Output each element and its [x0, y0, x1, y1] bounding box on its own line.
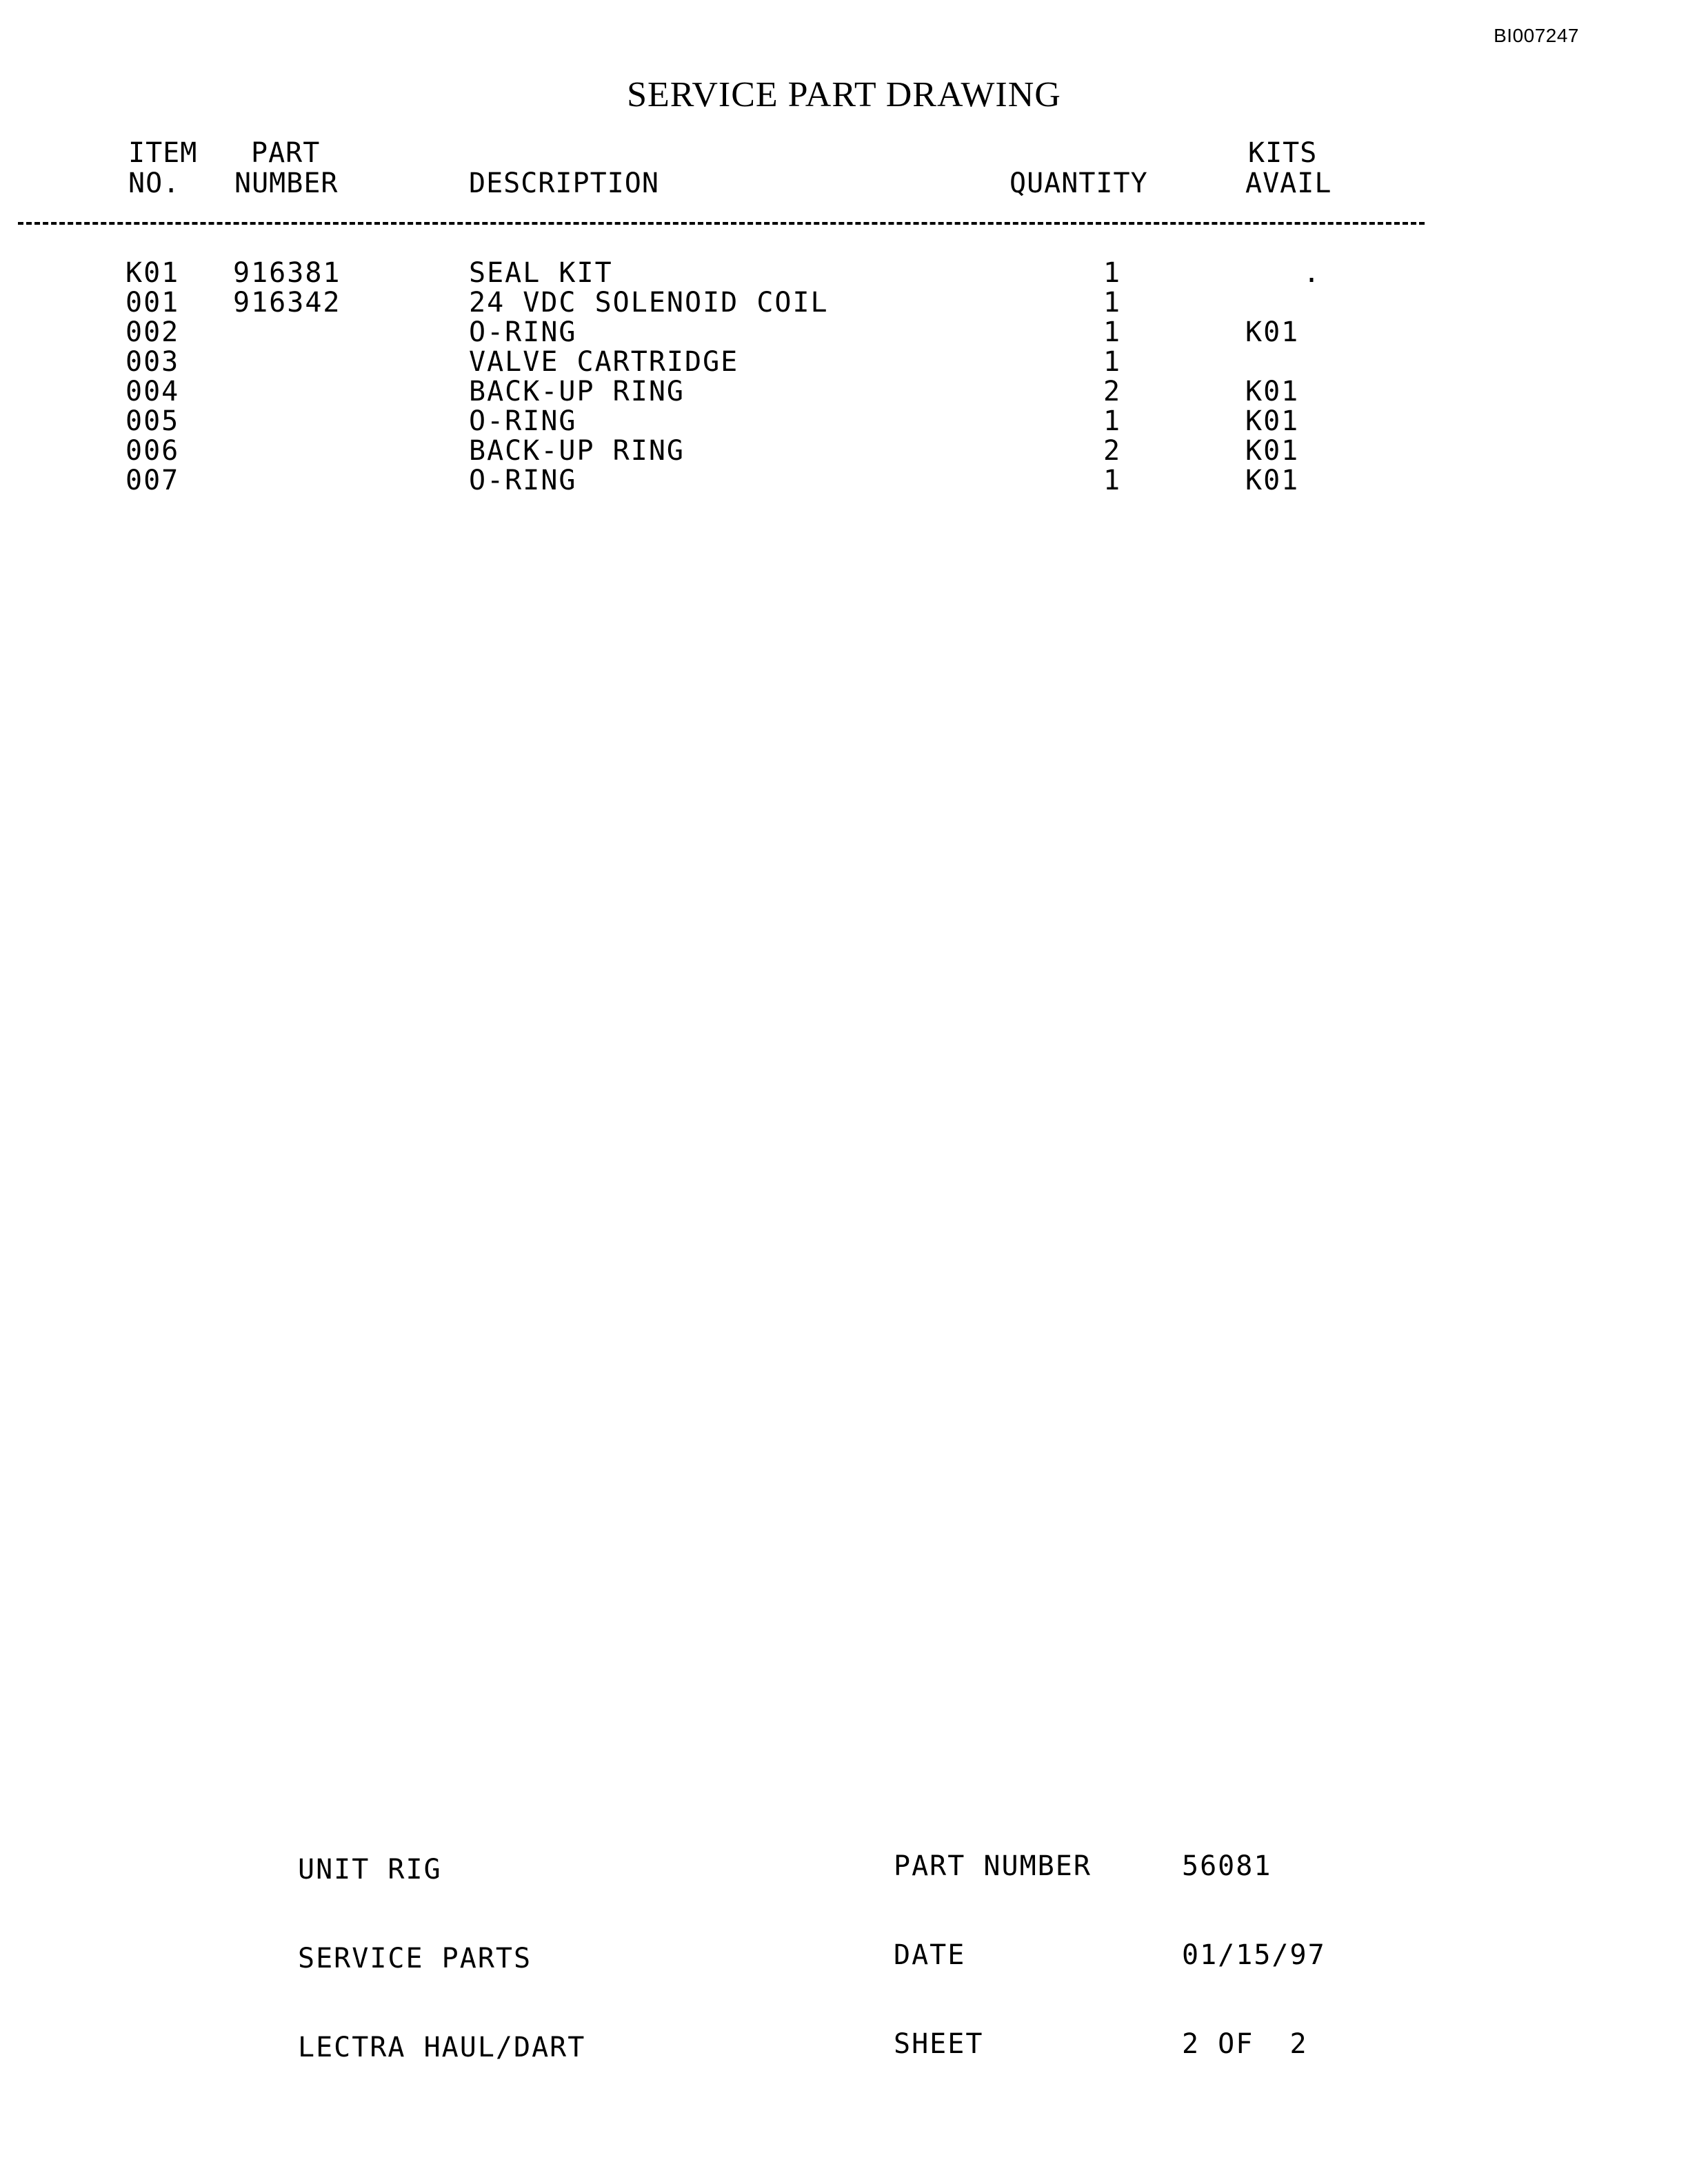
footer-label-date: DATE [894, 1939, 966, 1971]
header-kits-avail [1245, 138, 1332, 199]
kits-avail: K01 [1245, 376, 1300, 407]
header-item-line2: NO. [128, 168, 181, 199]
kits-avail: K01 [1245, 316, 1300, 348]
footer-value-part-number: 56081 [1182, 1850, 1272, 1882]
quantity: 2 [1103, 435, 1122, 467]
description: BACK-UP RING [469, 435, 685, 467]
header-part-number [234, 138, 339, 199]
quantity: 1 [1103, 465, 1122, 496]
quantity: 1 [1103, 405, 1122, 437]
header-part-line2: NUMBER [234, 168, 339, 199]
header-kits-line2: AVAIL [1245, 168, 1332, 199]
table-row [0, 259, 1688, 288]
table-row [0, 318, 1688, 347]
table-row [0, 436, 1688, 466]
kits-avail: . [1303, 257, 1322, 289]
item-no: 005 [125, 405, 180, 437]
kits-avail: K01 [1245, 405, 1300, 437]
table-row [0, 377, 1688, 407]
quantity: 1 [1103, 346, 1122, 378]
kits-avail: K01 [1245, 435, 1300, 467]
description: SEAL KIT [469, 257, 613, 289]
header-part-line1: PART [251, 137, 321, 169]
item-no: 004 [125, 376, 180, 407]
header-item-line1: ITEM [128, 137, 198, 169]
description: 24 VDC SOLENOID COIL [469, 287, 829, 318]
table-row [0, 466, 1688, 496]
footer-label-sheet: SHEET [894, 2028, 984, 2060]
item-no: 007 [125, 465, 180, 496]
item-no: 006 [125, 435, 180, 467]
description: O-RING [469, 316, 577, 348]
footer-label-part-number: PART NUMBER [894, 1850, 1092, 1882]
header-quantity: QUANTITY [1009, 168, 1148, 199]
table-row [0, 288, 1688, 318]
description: VALVE CARTRIDGE [469, 346, 739, 378]
footer-company-block [298, 1796, 585, 2092]
header-description: DESCRIPTION [469, 168, 659, 199]
header-item [128, 138, 197, 199]
item-no: K01 [125, 257, 180, 289]
item-no: 002 [125, 316, 180, 348]
footer-company-line: UNIT RIG [298, 1854, 442, 1885]
header-divider [18, 222, 1425, 225]
quantity: 1 [1103, 257, 1122, 289]
footer-company-line: SERVICE PARTS [298, 1943, 532, 1974]
description: O-RING [469, 465, 577, 496]
page-title: SERVICE PART DRAWING [627, 75, 1061, 114]
footer-values-block [1182, 1792, 1326, 2089]
footer-value-sheet: 2 OF 2 [1182, 2028, 1308, 2060]
description: BACK-UP RING [469, 376, 685, 407]
part-number: 916342 [233, 287, 341, 318]
kits-avail: K01 [1245, 465, 1300, 496]
footer-company-line: LECTRA HAUL/DART [298, 2032, 586, 2063]
item-no: 003 [125, 346, 180, 378]
description: O-RING [469, 405, 577, 437]
footer-value-date: 01/15/97 [1182, 1939, 1326, 1971]
table-row [0, 347, 1688, 377]
quantity: 1 [1103, 287, 1122, 318]
quantity: 1 [1103, 316, 1122, 348]
document-id: BI007247 [1494, 25, 1579, 46]
item-no: 001 [125, 287, 180, 318]
table-row [0, 407, 1688, 436]
footer-labels-block [894, 1792, 1092, 2089]
part-number: 916381 [233, 257, 341, 289]
quantity: 2 [1103, 376, 1122, 407]
header-kits-line1: KITS [1248, 137, 1318, 169]
